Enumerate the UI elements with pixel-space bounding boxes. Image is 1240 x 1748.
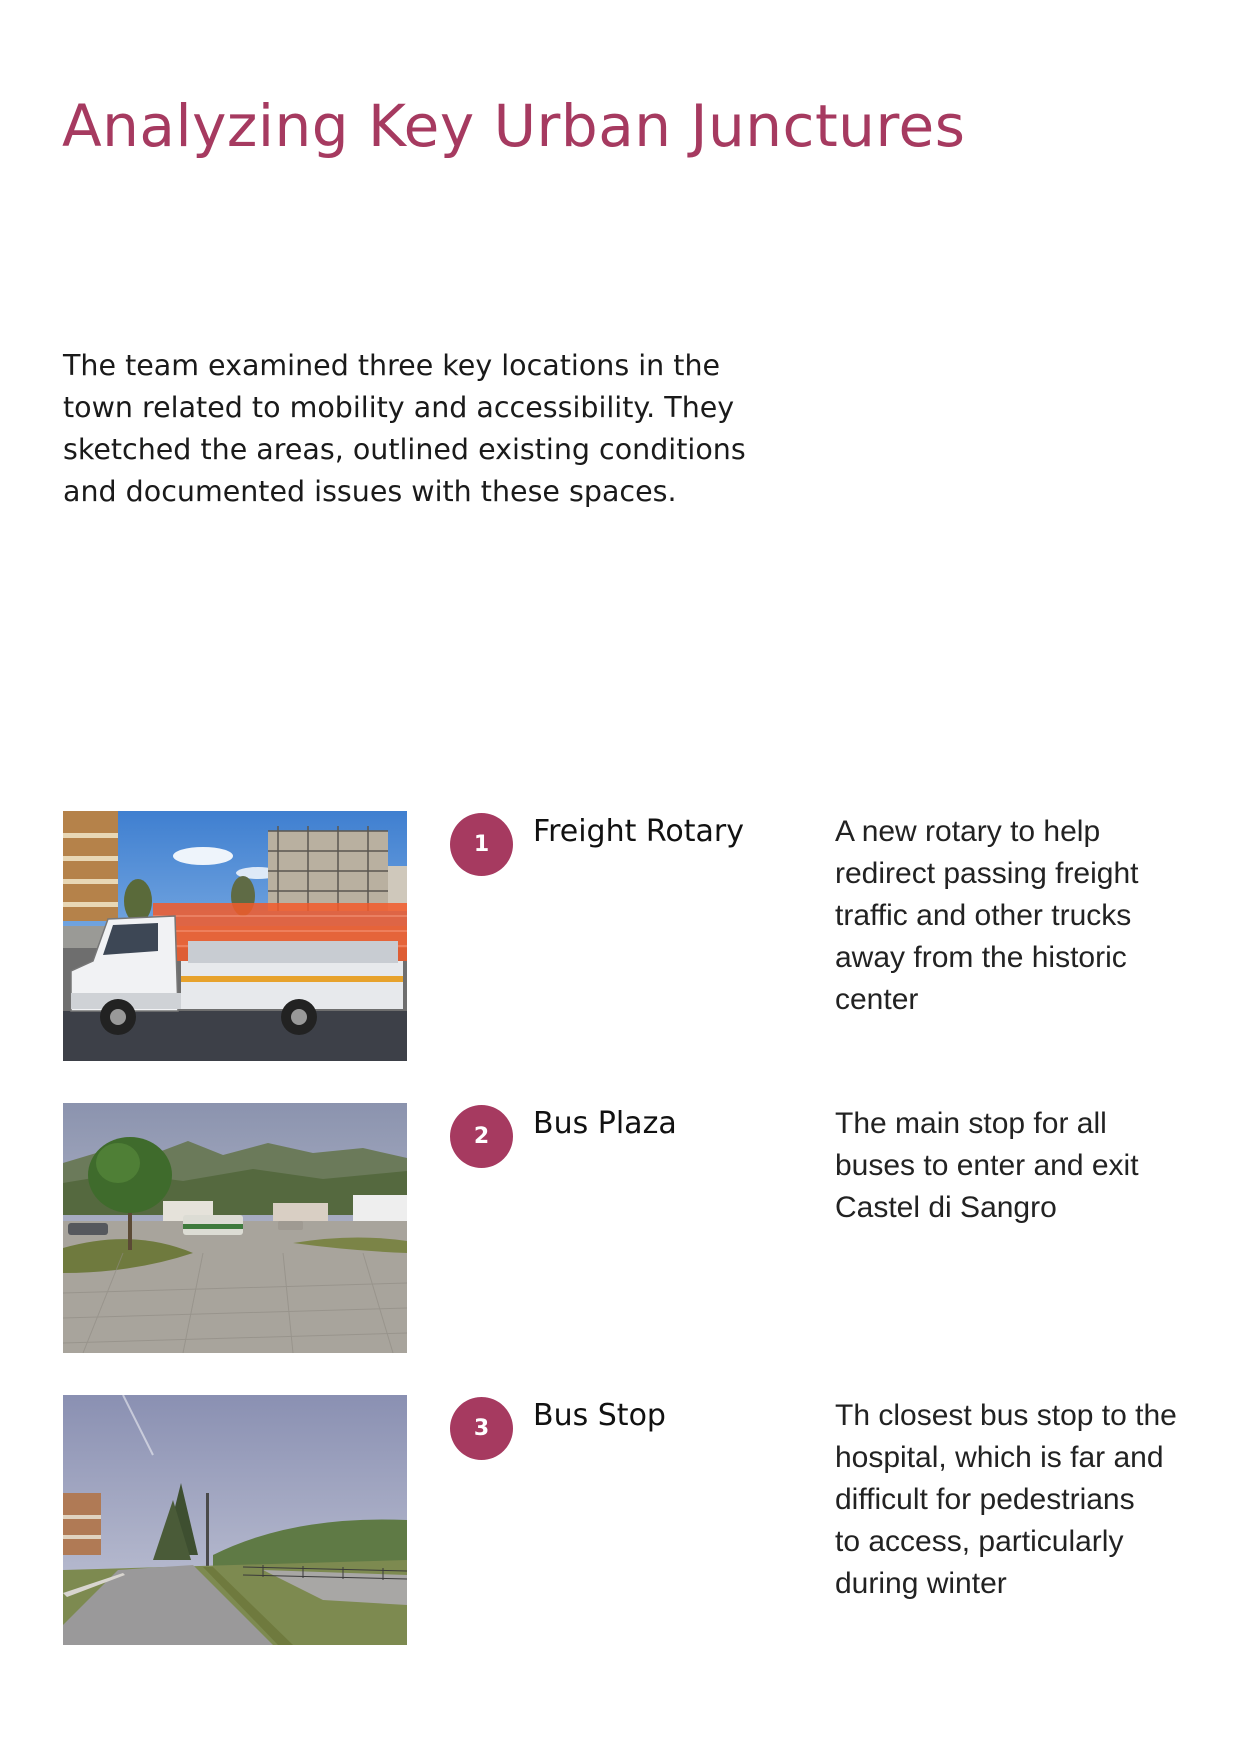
location-description [835, 1103, 1235, 1229]
description-line: during winter [835, 1567, 1007, 1600]
location-description [835, 1395, 1235, 1605]
description-line: The main stop for all [835, 1107, 1107, 1140]
description-line: Th closest bus stop to the [835, 1399, 1177, 1432]
location-entry-freight-rotary [0, 811, 1240, 1063]
location-description [835, 811, 1235, 1021]
description-line: hospital, which is far and [835, 1441, 1164, 1474]
bus-plaza-photo [63, 1103, 407, 1353]
location-name: Freight Rotary [533, 814, 744, 849]
description-line: traffic and other trucks [835, 899, 1132, 932]
page-title: Analyzing Key Urban Junctures [62, 92, 966, 160]
location-number-badge: 1 [450, 813, 513, 876]
location-name: Bus Plaza [533, 1106, 677, 1141]
intro-line: and documented issues with these spaces. [63, 475, 677, 508]
location-entry-bus-stop [0, 1395, 1240, 1647]
location-entry-bus-plaza [0, 1103, 1240, 1355]
intro-line: town related to mobility and accessibility. They [63, 391, 735, 424]
location-name: Bus Stop [533, 1398, 666, 1433]
bus-stop-photo [63, 1395, 407, 1645]
location-number-badge: 2 [450, 1105, 513, 1168]
intro-paragraph [63, 345, 783, 513]
description-line: Castel di Sangro [835, 1191, 1057, 1224]
location-number-badge: 3 [450, 1397, 513, 1460]
intro-line: The team examined three key locations in the [63, 349, 721, 382]
description-line: center [835, 983, 919, 1016]
description-line: to access, particularly [835, 1525, 1124, 1558]
description-line: buses to enter and exit [835, 1149, 1139, 1182]
description-line: difficult for pedestrians [835, 1483, 1135, 1516]
description-line: A new rotary to help [835, 815, 1101, 848]
freight-rotary-photo [63, 811, 407, 1061]
intro-line: sketched the areas, outlined existing conditions [63, 433, 746, 466]
description-line: away from the historic [835, 941, 1127, 974]
description-line: redirect passing freight [835, 857, 1139, 890]
